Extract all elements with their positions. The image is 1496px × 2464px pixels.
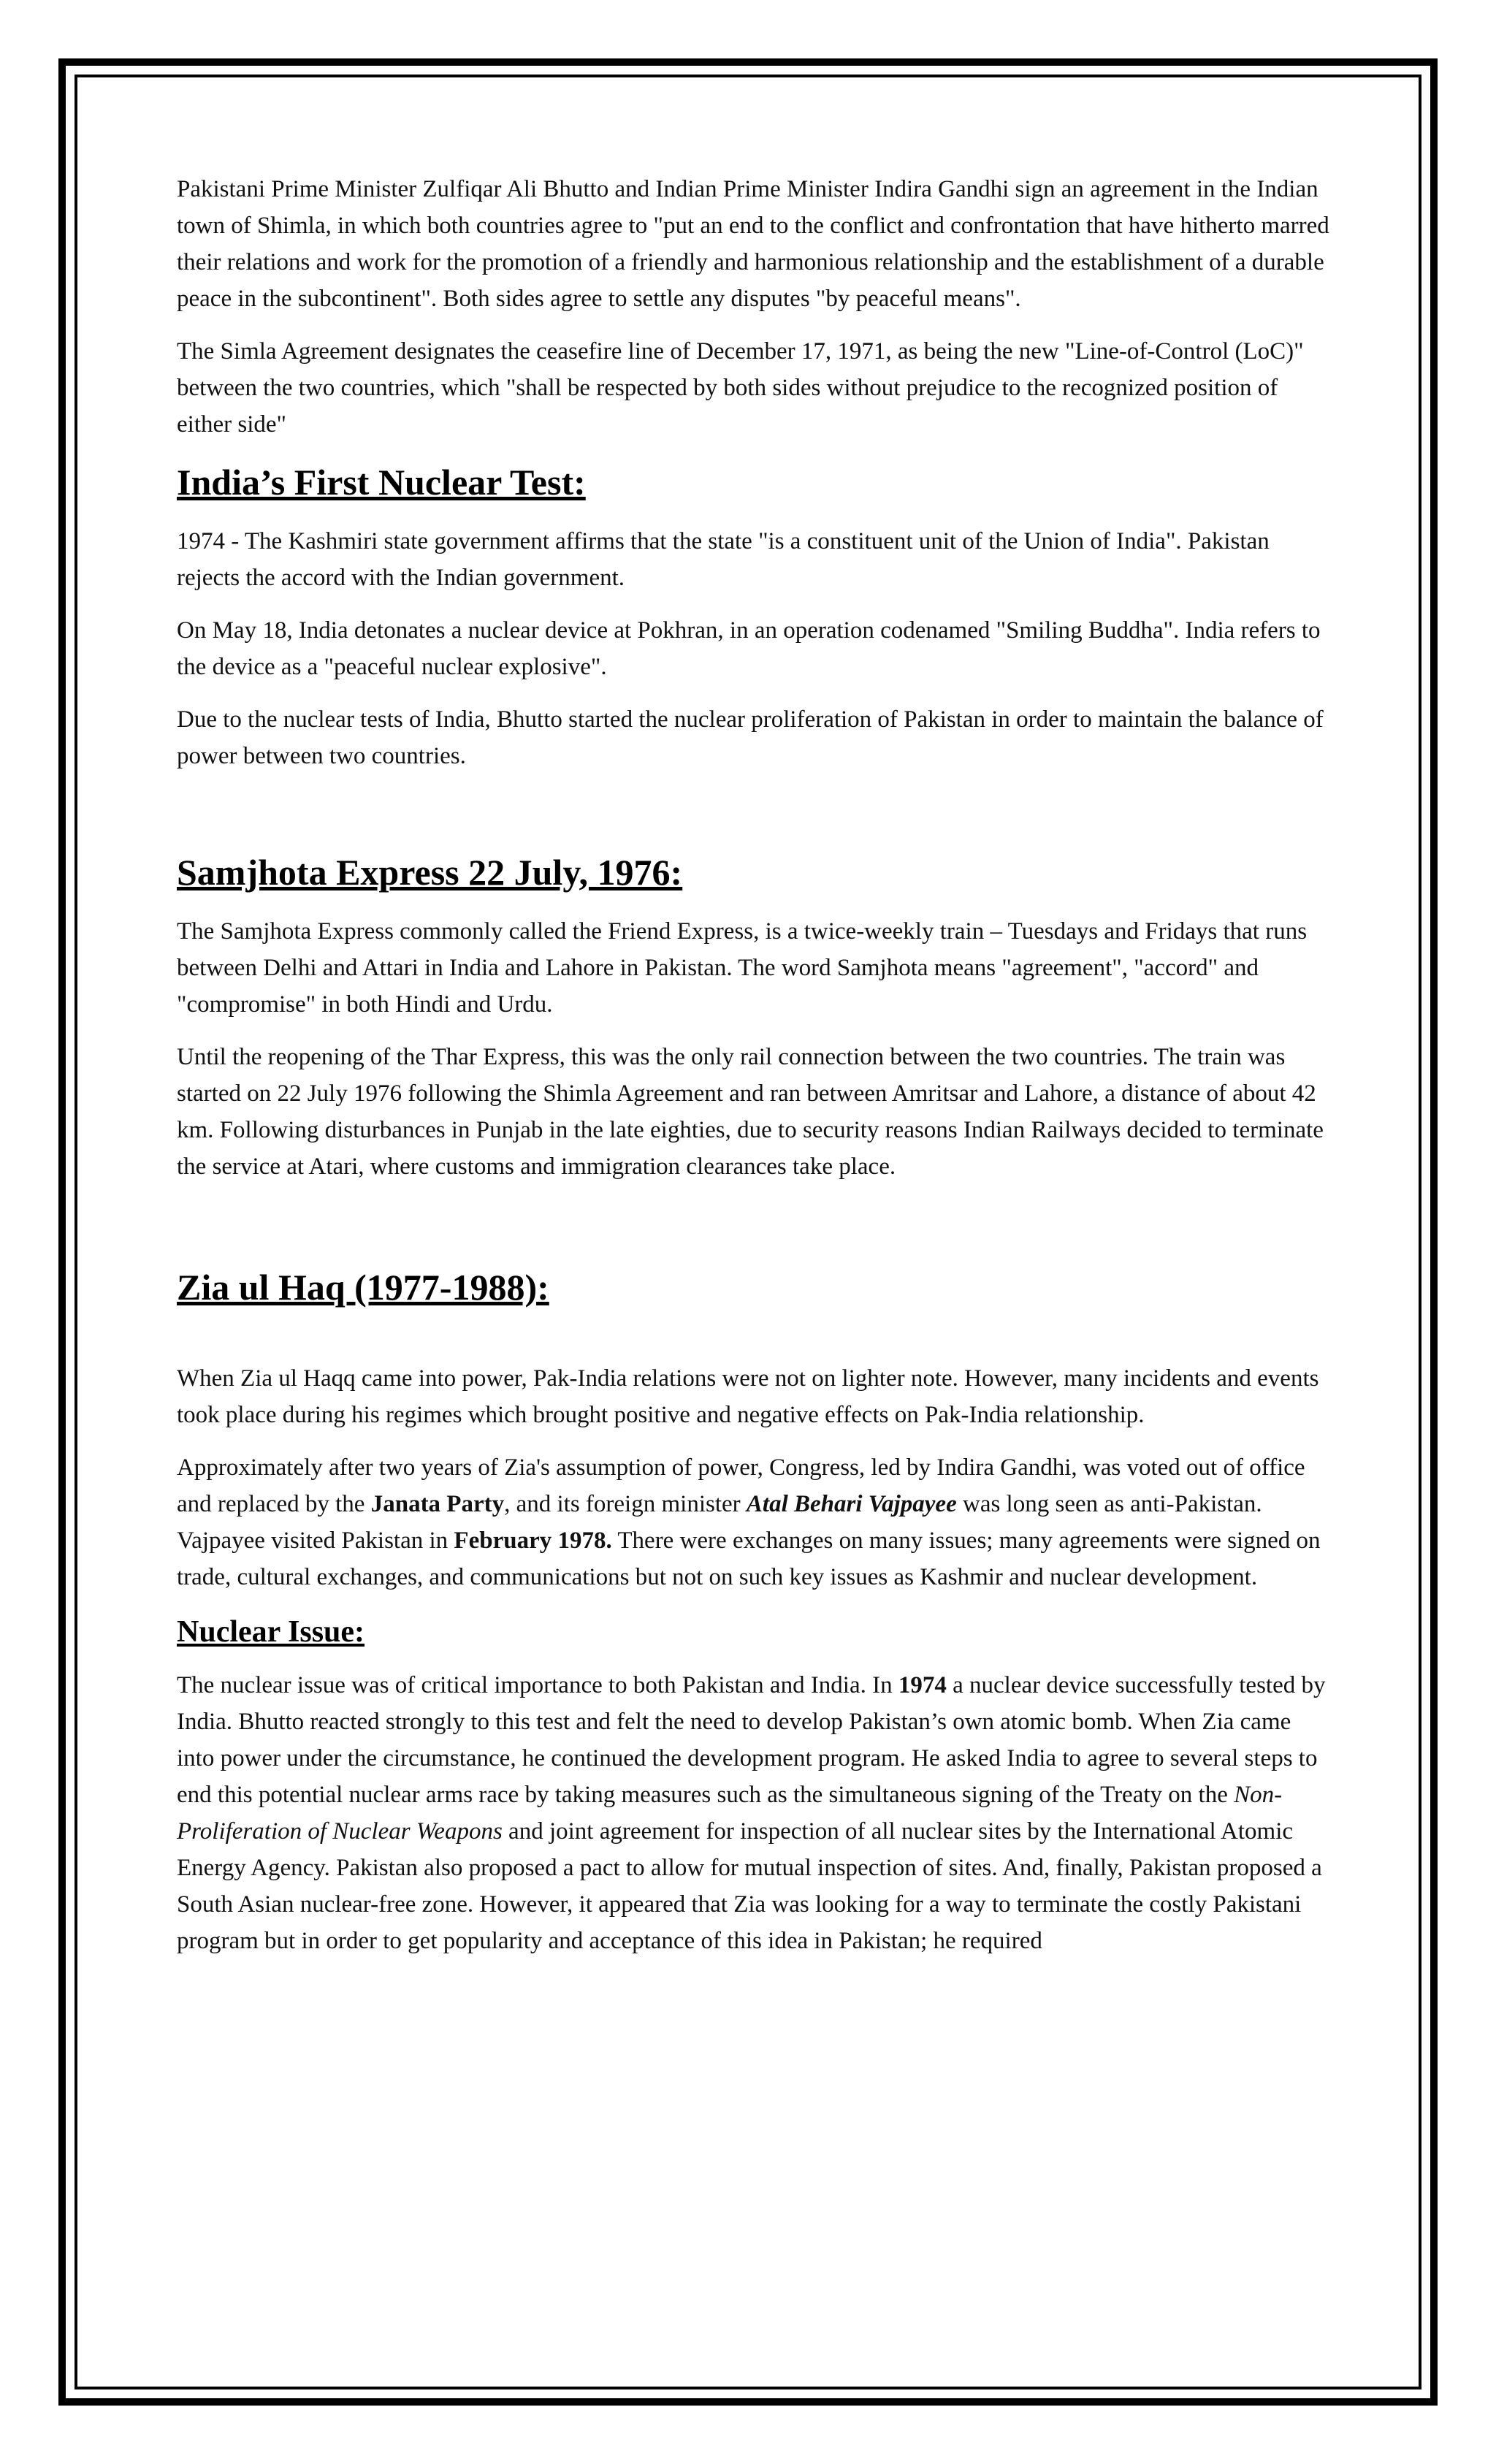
paragraph-samjhota-description: The Samjhota Express commonly called the Friend Express, is a twice-weekly train – Tuesdays and Fridays that runs between Delhi and Attari in India and Lahore in Pakistan. The word Samjhota means "agreement", "accord" and "compromise" in both Hindi and Urdu. [177, 918, 1308, 1018]
heading-zia-ul-haq: Zia ul Haq (1977-1988): [177, 1267, 549, 1308]
text-segment: and joint agreement for inspection of all nuclear sites by the International Atomic Energy Agency. Pakistan also proposed a pact to allow for mutual inspection of sites. And, finally, Pakistan proposed a South Asian nuclear-free zone. However, it appeared that Zia was looking for a way to terminate the costly Pakistani program but in order to get popularity and acceptance of this idea in Pakistan; he required [177, 1818, 1322, 1954]
paragraph-kashmir-1974: 1974 - The Kashmiri state government affirms that the state "is a constituent unit of the Union of India". Pakistan rejects the accord with the Indian government. [177, 528, 1270, 591]
paragraph-line-of-control: The Simla Agreement designates the ceasefire line of December 17, 1971, as being the new "Line-of-Control (LoC)" between the two countries, which "shall be respected by both sides without prejudice to the recognized position of either side" [177, 338, 1304, 438]
text-segment: There were exchanges on many issues; many agreements were signed on trade, cultural exchanges, and communications but not on such key issues as Kashmir and nuclear development. [177, 1527, 1321, 1590]
paragraph-zia-relations: When Zia ul Haqq came into power, Pak-India relations were not on lighter note. However, many incidents and events took place during his regimes which brought positive and negative effects on Pak-India relationship. [177, 1365, 1319, 1428]
text-vajpayee: Atal Behari Vajpayee [746, 1491, 957, 1517]
text-segment: The nuclear issue was of critical importance to both Pakistan and India. In [177, 1672, 898, 1698]
heading-first-nuclear-test: India’s First Nuclear Test: [177, 462, 586, 503]
paragraph-janata-party [177, 1449, 1331, 1595]
text-segment: Approximately after two years of Zia's assumption of power, Congress, led by Indira Gandhi, was voted out of office and replaced by the [177, 1454, 1305, 1517]
paragraph-nuclear-proliferation: Due to the nuclear tests of India, Bhutto started the nuclear proliferation of Pakistan in order to maintain the balance of power between two countries. [177, 706, 1324, 769]
text-segment: was long seen as anti-Pakistan. Vajpayee visited Pakistan in [177, 1491, 1262, 1554]
document-body [177, 171, 1331, 1975]
paragraph-samjhota-history: Until the reopening of the Thar Express, this was the only rail connection between the two countries. The train was started on 22 July 1976 following the Shimla Agreement and ran between Amritsar and Lahore, a distance of about 42 km. Following disturbances in Punjab in the late eighties, due to security reasons Indian Railways decided to terminate the service at Atari, where customs and immigration clearances take place. [177, 1044, 1324, 1180]
text-segment: , and its foreign minister [504, 1491, 747, 1517]
text-february-1978: February 1978. [454, 1527, 612, 1554]
text-segment: a nuclear device successfully tested by India. Bhutto reacted strongly to this test and felt the need to develop Pakistan’s own atomic bomb. When Zia came into power under the circumstance, he continued the development program. He asked India to agree to several steps to end this potential nuclear arms race by taking measures such as the simultaneous signing of the Treaty on the [177, 1672, 1326, 1808]
text-year-1974: 1974 [898, 1672, 947, 1698]
text-janata-party: Janata Party [370, 1491, 505, 1517]
heading-nuclear-issue: Nuclear Issue: [177, 1615, 365, 1649]
paragraph-shimla-agreement: Pakistani Prime Minister Zulfiqar Ali Bhutto and Indian Prime Minister Indira Gandhi sign an agreement in the Indian town of Shimla, in which both countries agree to "put an end to the conflict and confrontation that have hitherto marred their relations and work for the promotion of a friendly and harmonious relationship and the establishment of a durable peace in the subcontinent". Both sides agree to settle any disputes "by peaceful means". [177, 176, 1329, 312]
paragraph-smiling-buddha: On May 18, India detonates a nuclear device at Pokhran, in an operation codenamed "Smiling Buddha". India refers to the device as a "peaceful nuclear explosive". [177, 617, 1321, 680]
paragraph-nuclear-issue [177, 1667, 1331, 1959]
text-npt: Non-Proliferation of Nuclear Weapons [177, 1782, 1283, 1845]
heading-samjhota-express: Samjhota Express 22 July, 1976: [177, 852, 683, 893]
